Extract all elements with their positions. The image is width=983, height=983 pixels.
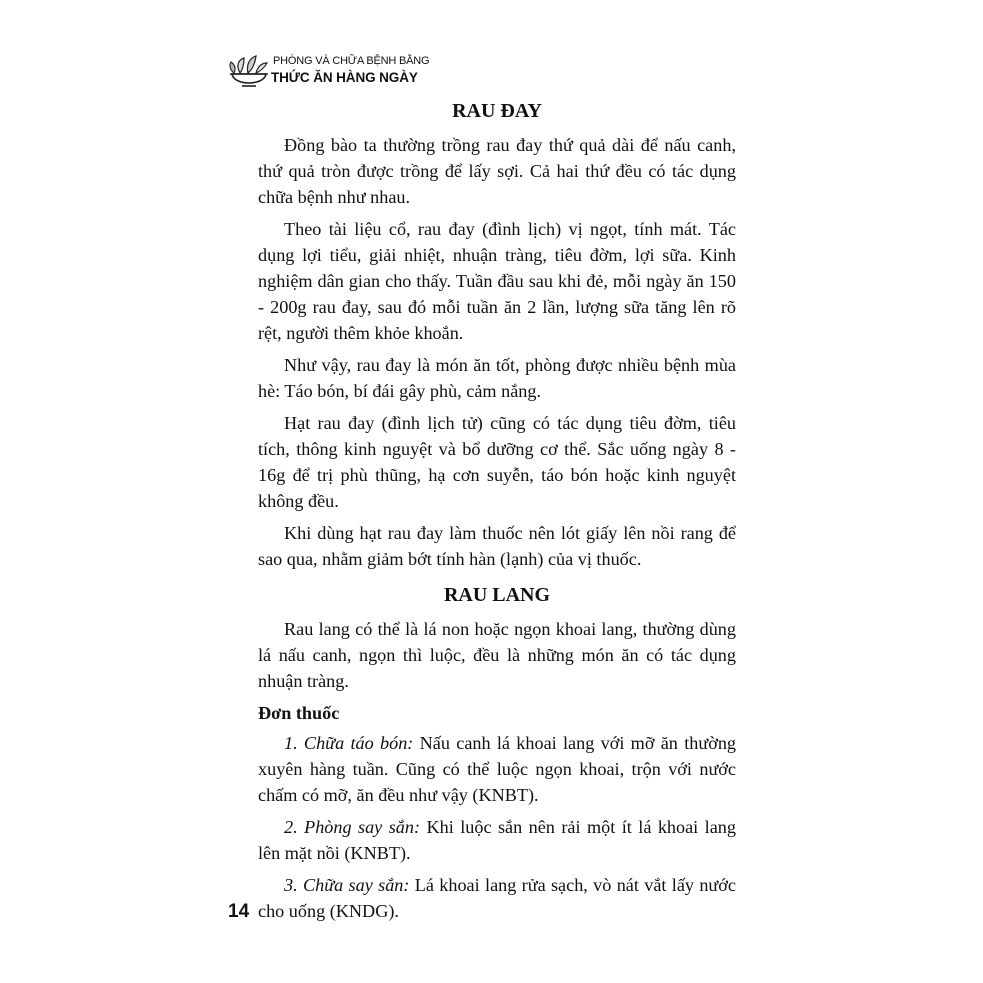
header-book-title: THỨC ĂN HÀNG NGÀY: [271, 70, 418, 85]
running-header: [226, 52, 526, 92]
page-number: 14: [228, 901, 250, 922]
remedy-label: 3. Chữa say sắn:: [284, 875, 410, 895]
remedy-text: Lá khoai lang rửa sạch, vò nát vắt lấy nước cho uống (KNDG).: [258, 875, 736, 921]
paragraph: Như vậy, rau đay là món ăn tốt, phòng được nhiều bệnh mùa hè: Táo bón, bí đái gây phù, cảm nắng.: [258, 355, 736, 401]
remedy-label: 1. Chữa táo bón:: [284, 733, 414, 753]
section-title-rau-day: RAU ĐAY: [452, 100, 542, 122]
paragraph: Đồng bào ta thường trồng rau đay thứ quả dài để nấu canh, thứ quả tròn được trồng để lấy sợi. Cả hai thứ đều có tác dụng chữa bệnh như nhau.: [258, 135, 736, 207]
section-title-rau-lang: RAU LANG: [443, 584, 551, 606]
remedy-item: [258, 872, 736, 924]
remedy-text: Nấu canh lá khoai lang với mỡ ăn thường xuyên hàng tuần. Cũng có thể luộc ngọn khoai, trộn với nước chấm có mỡ, ăn đều như vậy (KNBT).: [258, 733, 737, 805]
vegetable-bowl-icon: [226, 52, 272, 92]
paragraph: Theo tài liệu cổ, rau đay (đình lịch) vị ngọt, tính mát. Tác dụng lợi tiểu, giải nhiệt, nhuận tràng, tiêu đờm, lợi sữa. Kinh nghiệm dân gian cho thấy. Tuần đầu sau khi đẻ, mỗi ngày ăn 150 - 200g rau đay, sau đó mỗi tuần ăn 2 lần, lượng sữa tăng lên rõ rệt, người thêm khỏe khoắn.: [258, 219, 736, 343]
page-content: [258, 94, 736, 930]
header-series-title: PHÒNG VÀ CHỮA BỆNH BẰNG: [273, 55, 430, 67]
remedy-item: [258, 814, 736, 866]
subheading-don-thuoc: Đơn thuốc: [258, 703, 340, 723]
paragraph: Hạt rau đay (đình lịch tử) cũng có tác dụng tiêu đờm, tiêu tích, thông kinh nguyệt và bổ dưỡng cơ thể. Sắc uống ngày 8 - 16g để trị phù thũng, hạ cơn suyễn, táo bón hoặc kinh nguyệt không đều.: [258, 413, 736, 511]
remedy-label: 2. Phòng say sắn:: [284, 817, 421, 837]
remedy-text: Khi luộc sắn nên rải một ít lá khoai lang lên mặt nồi (KNBT).: [258, 817, 736, 863]
paragraph: Rau lang có thể là lá non hoặc ngọn khoai lang, thường dùng lá nấu canh, ngọn thì luộc, đều là những món ăn có tác dụng nhuận tràng.: [258, 619, 736, 691]
paragraph: Khi dùng hạt rau đay làm thuốc nên lót giấy lên nồi rang để sao qua, nhằm giảm bớt tính hàn (lạnh) của vị thuốc.: [258, 523, 736, 569]
remedy-item: [258, 730, 736, 808]
